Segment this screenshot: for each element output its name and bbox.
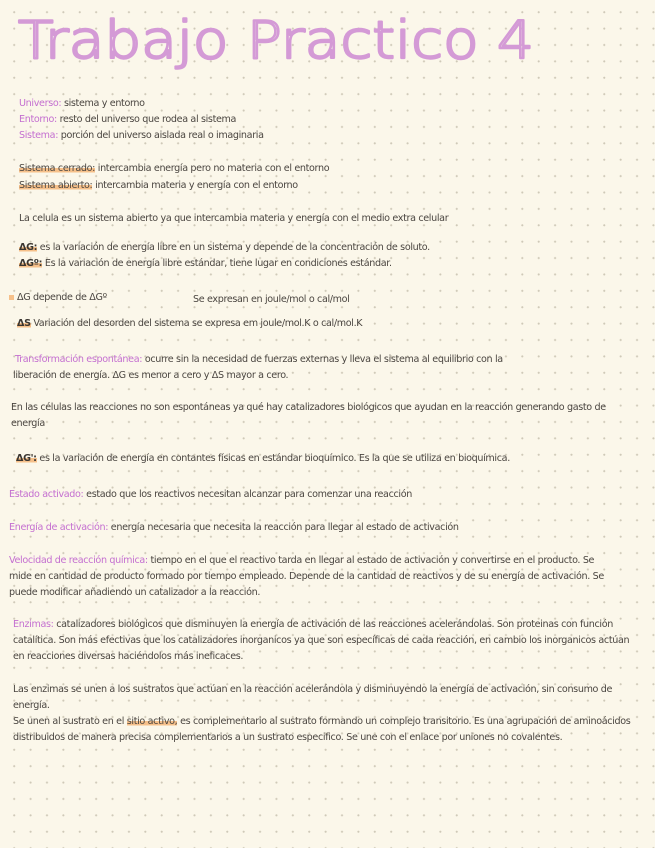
velocidad-definition-1: tiempo en el que el reactivo tarda en llegar al estado de activación y convertirse en el producto. Se xyxy=(147,555,595,566)
sistema-cerrado-line xyxy=(19,161,329,177)
celulas-text-2: energía xyxy=(11,418,45,429)
enzimas-definition-3: en reacciones diversas haciéndolos más ineficaces. xyxy=(13,651,244,662)
entorno-term: Entorno: xyxy=(19,114,57,125)
sitio-activo-text-2: distribuidos de manera precisa complementarios a un sustrato especifico. Se une con el enlace por uniones no covalentes. xyxy=(13,732,563,743)
enzimas-union-line-1 xyxy=(13,682,612,698)
energia-activacion-term: Energía de activación: xyxy=(9,522,109,533)
delta-g0-term: ΔGº: xyxy=(19,258,43,269)
sitio-activo-suffix: es complementario al sustrato formando un complejo transitorio. Es una agrupación de aminoácidos xyxy=(177,716,631,727)
transformacion-definition-2: liberación de energía. ΔG es menor a cero y ΔS mayor a cero. xyxy=(13,370,289,381)
estado-activado-term: Estado activado: xyxy=(9,489,84,500)
enzimas-union-line-2 xyxy=(13,698,50,714)
delta-g-depende-line xyxy=(9,290,107,306)
sistema-term: Sistema: xyxy=(19,130,59,141)
delta-g-prime-line xyxy=(16,451,510,467)
celulas-line-2 xyxy=(11,416,45,432)
estado-activado-definition: estado que los reactivos necesitan alcanzar para comenzar una reacción xyxy=(83,489,412,500)
transformacion-line-2 xyxy=(13,368,288,384)
celula-line xyxy=(19,211,448,227)
energia-activacion-definition: energía necesaria que necesita la reacción para llegar al estado de activación xyxy=(108,522,459,533)
enzimas-line-2 xyxy=(13,633,629,649)
bullet-marker xyxy=(9,295,14,300)
velocidad-definition-2: mide en cantidad de producto formado por tiempo empleado. Depende de la cantidad de reactivos y de su energía de activación. Se xyxy=(9,571,604,582)
delta-g0-definition: Es la variación de energía libre estándar, tiene lugar en condiciones estándar. xyxy=(42,258,392,269)
enzimas-line-1 xyxy=(13,617,613,633)
page-title xyxy=(0,0,655,90)
sistema-cerrado-term: Sistema cerrado: xyxy=(19,163,96,174)
transformacion-definition-1: ocurre sin la necesidad de fuerzas externas y lleva el sistema al equilibrio con la xyxy=(142,354,503,365)
sitio-activo-line-2 xyxy=(13,730,562,746)
velocidad-term: Velocidad de reacción química: xyxy=(9,555,148,566)
enzimas-definition-2: catalítica. Son más efectivas que los catalizadores inorganicos ya que son específicas de cada reacción, en cambio los inorganicos actúan xyxy=(13,635,630,646)
velocidad-line-3 xyxy=(9,585,260,601)
delta-g-prime-term: ΔG': xyxy=(16,453,37,464)
universo-term: Universo: xyxy=(19,98,62,109)
sistema-abierto-line xyxy=(19,178,298,194)
delta-g-depende-text: ΔG depende de ΔGº xyxy=(17,292,107,303)
enzimas-line-3 xyxy=(13,649,243,665)
universo-definition: sistema y entorno xyxy=(61,98,145,109)
sistema-abierto-definition: intercambia materia y energía con el entorno xyxy=(92,180,298,191)
entorno-line xyxy=(19,112,236,128)
delta-g0-line xyxy=(19,256,392,272)
velocidad-line-1 xyxy=(9,553,594,569)
enzimas-term: Enzimas: xyxy=(13,619,54,630)
delta-g-line xyxy=(19,240,430,256)
delta-g-prime-definition: es la variación de energía en contantes físicas en estándar bioquímico. Es la que se utiliza en bioquímica. xyxy=(36,453,510,464)
delta-s-line xyxy=(17,316,362,332)
velocidad-line-2 xyxy=(9,569,604,585)
celulas-text-1: En las células las reacciones no son espontáneas ya qué hay catalizadores biológicos que ayudan en la reacción generando gasto de xyxy=(11,402,606,413)
sistema-line xyxy=(19,128,264,144)
sistema-cerrado-definition: intercambia energía pero no materia con el entorno xyxy=(95,163,330,174)
transformacion-term: Transformación espontánea: xyxy=(15,354,143,365)
estado-activado-line xyxy=(9,487,412,503)
transformacion-line-1 xyxy=(15,352,503,368)
celula-text: La celula es un sistema abierto ya que intercambia materia y energía con el medio extra celular xyxy=(19,213,449,224)
energia-activacion-line xyxy=(9,520,459,536)
delta-g-definition: es la variación de energía libre en un sistema y depende de la concentración de soluto. xyxy=(37,242,430,253)
celulas-line-1 xyxy=(11,400,606,416)
sistema-abierto-term: Sistema abierto: xyxy=(19,180,93,191)
sitio-activo-prefix: Se unen al sustrato en el xyxy=(13,716,127,727)
velocidad-definition-3: puede modificar añadiendo un catalizador a la reacción. xyxy=(9,587,261,598)
sitio-activo-term: sitio activo, xyxy=(126,716,178,727)
sitio-activo-line-1 xyxy=(13,714,630,730)
delta-s-term: ΔS xyxy=(17,318,31,329)
enzimas-union-text-1: Las enzimas se unen a los sustratos que actúan en la reacción acelerándola y disminuyendo la energía de activación, sin consumo de xyxy=(13,684,613,695)
sistema-definition: porción del universo aislada real o imaginaria xyxy=(58,130,264,141)
enzimas-union-text-2: energía. xyxy=(13,700,50,711)
se-expresan-line xyxy=(193,292,350,308)
delta-g-term: ΔG: xyxy=(19,242,38,253)
universo-line xyxy=(19,96,145,112)
page-title-text: Trabajo Practico 4 xyxy=(18,11,534,71)
se-expresan-text: Se expresan en joule/mol o cal/mol xyxy=(193,294,350,305)
enzimas-definition-1: catalizadores biológicos que disminuyen la energía de activación de las reacciones acelerándolas. Son proteinas con función xyxy=(53,619,613,630)
entorno-definition: resto del universo que rodea al sistema xyxy=(56,114,237,125)
delta-s-definition: Variación del desorden del sistema se expresa em joule/mol.K o cal/mol.K xyxy=(30,318,363,329)
